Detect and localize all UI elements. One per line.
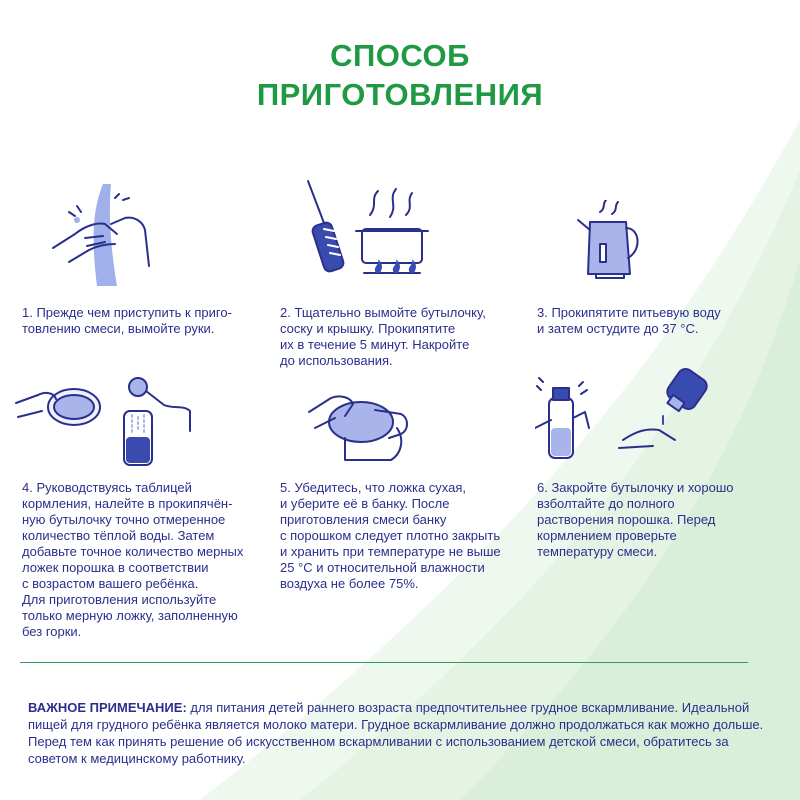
hand-washing-icon [45, 178, 165, 288]
measuring-spoon-and-bottle-icon [14, 375, 194, 470]
separator-line [20, 662, 748, 663]
title-line-1: СПОСОБ [330, 38, 470, 73]
step-1-text: 1. Прежде чем приступить к приго- товлению смеси, вымойте руки. [22, 305, 232, 336]
page-title [0, 36, 800, 114]
shaking-bottle-icon [535, 368, 715, 468]
important-note [28, 699, 768, 767]
title-line-2: ПРИГОТОВЛЕНИЯ [256, 77, 544, 112]
brush-and-boiling-pot-icon [298, 175, 438, 285]
closing-jar-icon [305, 388, 415, 468]
kettle-icon [572, 200, 652, 280]
step-3-text: 3. Прокипятите питьевую воду и затем остудите до 37 °С. [537, 305, 721, 336]
important-note-text: для питания детей раннего возраста предпочтительнее грудное вскармливание. Идеальной пищей для грудного ребёнка является молоко матери. Грудное вскармливание должно продолжаться как можно дольше. Перед тем как принять решение об искусственном вскармливании с использованием детской смеси, обратитесь за советом к медицинскому работнику. [28, 700, 764, 766]
important-note-label: ВАЖНОЕ ПРИМЕЧАНИЕ: [28, 700, 187, 715]
step-4-text: 4. Руководствуясь таблицей кормления, налейте в прокипячён- ную бутылочку точно отмеренное количество тёплой воды. Затем добавьте точное количество мерных ложек порошка в соответствии с возрастом вашего ребёнка. Для приготовления используйте только мерную ложку, заполненную без горки. [22, 480, 244, 639]
step-2-text: 2. Тщательно вымойте бутылочку, соску и крышку. Прокипятите их в течение 5 минут. Накройте до использования. [280, 305, 486, 368]
step-5-text: 5. Убедитесь, что ложка сухая, и уберите её в банку. После приготовления смеси банку с порошком следует плотно закрыть и хранить при температуре не выше 25 °С и относительной влажности воздуха не более 75%. [280, 480, 501, 591]
step-6-text: 6. Закройте бутылочку и хорошо взболтайте до полного растворения порошка. Перед кормлением проверьте температуру смеси. [537, 480, 734, 559]
